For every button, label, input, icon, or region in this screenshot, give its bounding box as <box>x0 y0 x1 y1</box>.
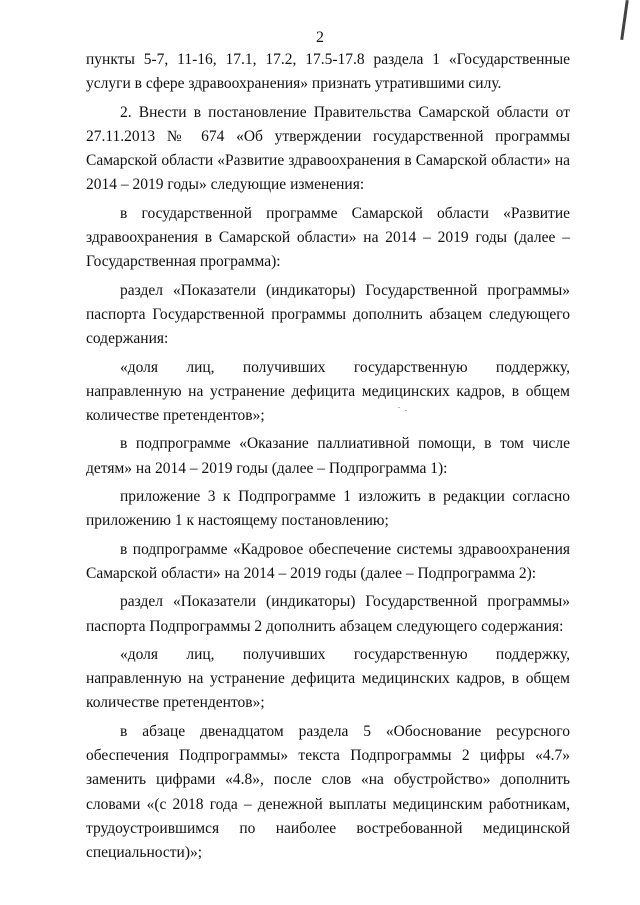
paragraph-3: в государственной программе Самарской области «Развитие здравоохранения в Самарской области» на 2014 – 2019 годы (далее – Государственная программа): <box>86 204 570 271</box>
paragraph-10: «доля лиц, получивших государственную поддержку, направленную на устранение дефицита медицинских кадров, в общем количестве претендентов»; <box>86 645 570 712</box>
paragraph-8: в подпрограмме «Кадровое обеспечение системы здравоохранения Самарской области» на 2014 – 2019 годы (далее – Подпрограмма 2): <box>86 540 570 582</box>
paragraph-9: раздел «Показатели (индикаторы) Государственной программы» паспорта Подпрограммы 2 дополнить абзацем следующего содержания: <box>86 593 570 635</box>
paragraph-7: приложение 3 к Подпрограмме 1 изложить в редакции согласно приложению 1 к настоящему постановлению; <box>86 488 570 530</box>
scan-speck <box>405 410 407 411</box>
paragraph-11: в абзаце двенадцатом раздела 5 «Обоснование ресурсного обеспечения Подпрограммы» текста Подпрограммы 2 цифры «4.7» заменить цифрами «4.8», после слов «на обустройство» дополнить словами «(с 2018 года – денежной выплаты медицинским работникам, трудоустроившимся по наиболее востребованной медицинской специальности)»; <box>86 722 570 862</box>
page-number: 2 <box>316 29 324 46</box>
paragraph-1: пункты 5-7, 11-16, 17.1, 17.2, 17.5-17.8 раздела 1 «Государственные услуги в сфере здравоохранения» признать утратившими силу. <box>86 51 570 93</box>
paragraph-2: 2. Внести в постановление Правительства Самарской области от 27.11.2013 № 674 «Об утверждении государственной программы Самарской области «Развитие здравоохранения в Самарской области» на 2014 – 2019 годы» следующие изменения: <box>86 103 570 194</box>
scan-speck <box>398 407 400 408</box>
paragraph-4: раздел «Показатели (индикаторы) Государственной программы» паспорта Государственной программы дополнить абзацем следующего содержания: <box>86 281 570 348</box>
paragraph-6: в подпрограмме «Оказание паллиативной помощи, в том числе детям» на 2014 – 2019 годы (далее – Подпрограмма 1): <box>86 435 570 477</box>
document-body <box>86 48 570 870</box>
paragraph-5: «доля лиц, получивших государственную поддержку, направленную на устранение дефицита медицинских кадров, в общем количестве претендентов»; <box>86 358 570 425</box>
